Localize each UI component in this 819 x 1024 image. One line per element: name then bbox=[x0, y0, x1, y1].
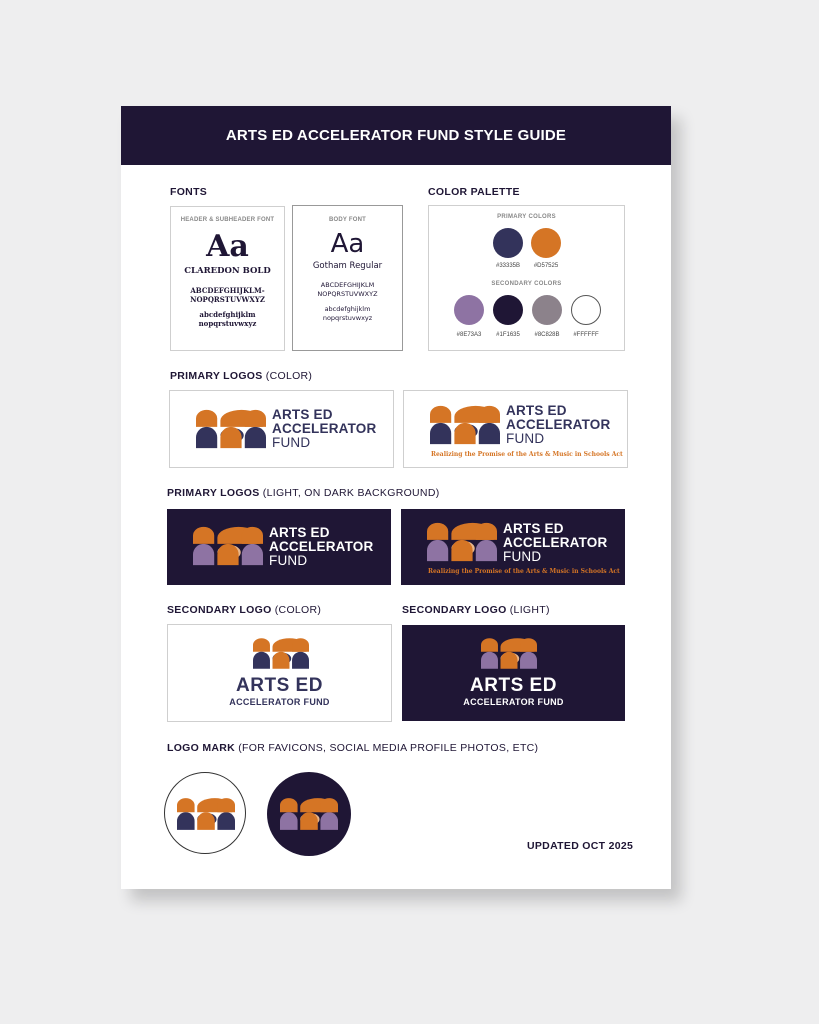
acf-logo-mark-light bbox=[280, 798, 338, 830]
logo-tagline: Realizing the Promise of the Arts & Music in Schools Act bbox=[428, 568, 620, 575]
body-font-upper-2: NOPQRSTUVWXYZ bbox=[317, 290, 378, 298]
hex-orange: #D57525 bbox=[533, 263, 559, 269]
wordmark-line-3: FUND bbox=[272, 435, 311, 450]
secondary-wordmark-big: ARTS ED bbox=[236, 675, 323, 696]
swatch-orange bbox=[531, 228, 561, 258]
wordmark-line-1: ARTS ED bbox=[506, 403, 567, 418]
header-font-name: CLAREDON BOLD bbox=[184, 266, 271, 276]
body-font-label: BODY FONT bbox=[328, 217, 367, 223]
header-font-card bbox=[170, 206, 285, 351]
primary-logo-light-card bbox=[167, 509, 391, 585]
color-palette-heading: COLOR PALETTE bbox=[428, 186, 520, 198]
wordmark-line-1: ARTS ED bbox=[269, 525, 330, 540]
primary-logos-light-heading bbox=[167, 487, 440, 499]
acf-logo-mark bbox=[196, 409, 266, 449]
secondary-logo-color-heading-main: SECONDARY LOGO bbox=[167, 604, 272, 616]
swatch-dark bbox=[493, 295, 523, 325]
primary-logos-color-heading-main: PRIMARY LOGOS bbox=[170, 370, 263, 382]
primary-logo-tagline-color-card bbox=[403, 390, 628, 468]
secondary-logo-color-heading bbox=[167, 604, 321, 616]
primary-logo-wordmark-light bbox=[269, 526, 373, 568]
hex-purple: #8E73A3 bbox=[456, 332, 482, 338]
header-font-lower-2: nopqrstuvwxyz bbox=[198, 319, 257, 328]
secondary-wordmark-small: ACCELERATOR FUND bbox=[229, 697, 330, 707]
page-title: ARTS ED ACCELERATOR FUND STYLE GUIDE bbox=[121, 106, 671, 165]
style-guide-sheet bbox=[121, 106, 671, 889]
acf-logo-mark-light bbox=[427, 522, 497, 562]
acf-logo-mark-light bbox=[193, 526, 263, 566]
logo-mark-heading bbox=[167, 742, 538, 754]
wordmark-line-1: ARTS ED bbox=[503, 521, 564, 536]
secondary-logo-color-heading-suffix: (COLOR) bbox=[274, 604, 322, 616]
color-palette-card bbox=[428, 205, 625, 351]
secondary-logo-light-card bbox=[402, 625, 625, 721]
logo-mark-dark-circle bbox=[267, 772, 351, 856]
acf-logo-mark-light bbox=[481, 638, 537, 669]
primary-logo-wordmark bbox=[506, 404, 610, 446]
body-font-sample: Aa bbox=[330, 229, 365, 259]
header-font-sample: Aa bbox=[206, 229, 249, 264]
swatch-grey bbox=[532, 295, 562, 325]
logo-mark-heading-main: LOGO MARK bbox=[167, 742, 236, 754]
secondary-logo-light-heading-suffix: (LIGHT) bbox=[509, 604, 550, 616]
secondary-colors-label: SECONDARY COLORS bbox=[491, 281, 562, 287]
header-font-upper-2: NOPQRSTUVWXYZ bbox=[190, 295, 265, 304]
acf-logo-mark bbox=[430, 405, 500, 445]
body-font-upper-1: ABCDEFGHIJKLM bbox=[320, 281, 375, 289]
body-font-lower-2: nopqrstuvwxyz bbox=[322, 314, 373, 322]
wordmark-line-2: ACCELERATOR bbox=[503, 535, 608, 550]
body-font-name: Gotham Regular bbox=[312, 261, 383, 271]
primary-logos-light-heading-suffix: (LIGHT, ON DARK BACKGROUND) bbox=[262, 487, 440, 499]
primary-logos-color-heading bbox=[170, 370, 312, 382]
wordmark-line-1: ARTS ED bbox=[272, 407, 333, 422]
swatch-purple bbox=[454, 295, 484, 325]
primary-logo-color-card bbox=[169, 390, 394, 468]
fonts-heading: FONTS bbox=[170, 186, 208, 198]
swatch-white bbox=[571, 295, 601, 325]
hex-navy: #33335B bbox=[495, 263, 521, 269]
secondary-wordmark-small: ACCELERATOR FUND bbox=[463, 697, 564, 707]
primary-logo-wordmark bbox=[272, 408, 376, 450]
logo-mark-heading-suffix: (FOR FAVICONS, SOCIAL MEDIA PROFILE PHOTOS, ETC) bbox=[238, 742, 539, 754]
primary-colors-label: PRIMARY COLORS bbox=[497, 214, 556, 220]
logo-mark-light-circle bbox=[164, 772, 246, 854]
logo-tagline: Realizing the Promise of the Arts & Music in Schools Act bbox=[431, 451, 623, 458]
hex-grey: #8C828B bbox=[534, 332, 560, 338]
acf-logo-mark bbox=[177, 798, 235, 830]
primary-logos-light-heading-main: PRIMARY LOGOS bbox=[167, 487, 260, 499]
hex-dark: #1F1635 bbox=[496, 332, 520, 338]
hex-white: #FFFFFF bbox=[573, 332, 599, 338]
wordmark-line-2: ACCELERATOR bbox=[506, 417, 611, 432]
wordmark-line-2: ACCELERATOR bbox=[272, 421, 377, 436]
wordmark-line-3: FUND bbox=[269, 553, 308, 568]
header-font-upper-1: ABCDEFGHIJKLM- bbox=[190, 286, 265, 295]
primary-logo-wordmark-light bbox=[503, 522, 607, 564]
swatch-navy bbox=[493, 228, 523, 258]
primary-logos-color-heading-suffix: (COLOR) bbox=[265, 370, 313, 382]
header-font-label: HEADER & SUBHEADER FONT bbox=[180, 217, 275, 223]
updated-date: UPDATED OCT 2025 bbox=[527, 840, 634, 852]
secondary-wordmark-big: ARTS ED bbox=[470, 675, 557, 696]
body-font-card bbox=[292, 205, 403, 351]
body-font-lower-1: abcdefghijklm bbox=[324, 305, 371, 313]
wordmark-line-3: FUND bbox=[503, 549, 542, 564]
secondary-logo-light-heading-main: SECONDARY LOGO bbox=[402, 604, 507, 616]
primary-logo-tagline-light-card bbox=[401, 509, 625, 585]
secondary-logo-color-card bbox=[167, 624, 392, 722]
wordmark-line-3: FUND bbox=[506, 431, 545, 446]
acf-logo-mark bbox=[253, 638, 309, 669]
secondary-logo-light-heading bbox=[402, 604, 550, 616]
header-font-lower-1: abcdefghijklm bbox=[199, 310, 256, 319]
wordmark-line-2: ACCELERATOR bbox=[269, 539, 374, 554]
